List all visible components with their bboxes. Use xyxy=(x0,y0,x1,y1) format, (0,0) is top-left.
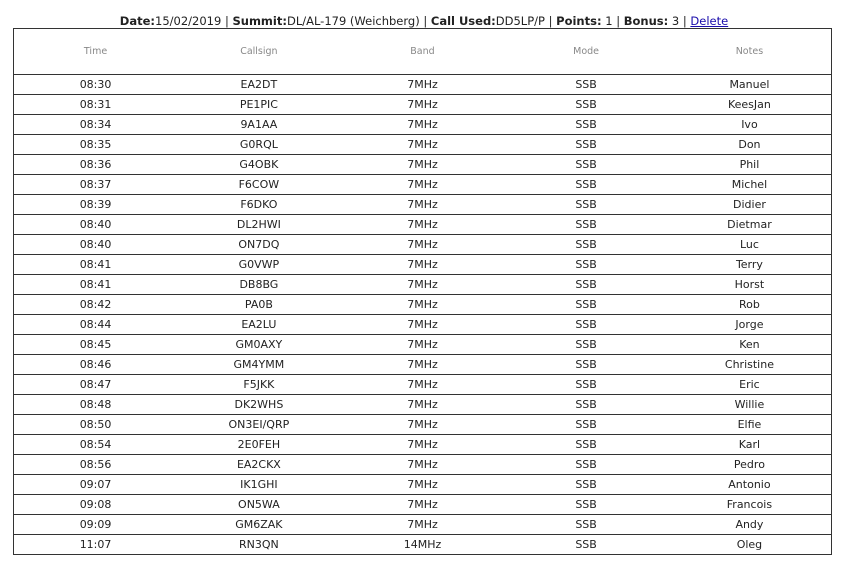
band-cell: 7MHz xyxy=(341,95,505,115)
band-cell: 7MHz xyxy=(341,355,505,375)
callsign-cell: G4OBK xyxy=(177,155,341,175)
mode-cell: SSB xyxy=(504,135,668,155)
callsign-cell: RN3QN xyxy=(177,535,341,555)
mode-cell: SSB xyxy=(504,255,668,275)
band-cell: 7MHz xyxy=(341,515,505,535)
mode-cell: SSB xyxy=(504,215,668,235)
separator: | xyxy=(682,14,687,28)
time-cell: 08:42 xyxy=(14,295,178,315)
callsign-cell: DK2WHS xyxy=(177,395,341,415)
table-row xyxy=(14,355,832,375)
time-cell: 08:41 xyxy=(14,255,178,275)
notes-cell: Pedro xyxy=(668,455,832,475)
table-row xyxy=(14,375,832,395)
table-row xyxy=(14,455,832,475)
callsign-cell: F5JKK xyxy=(177,375,341,395)
notes-cell: Andy xyxy=(668,515,832,535)
callsign-cell: ON3EI/QRP xyxy=(177,415,341,435)
callsign-cell: DL2HWI xyxy=(177,215,341,235)
time-cell: 08:44 xyxy=(14,315,178,335)
mode-cell: SSB xyxy=(504,475,668,495)
notes-cell: Francois xyxy=(668,495,832,515)
table-row xyxy=(14,275,832,295)
time-cell: 09:08 xyxy=(14,495,178,515)
bonus-label: Bonus: xyxy=(623,14,669,28)
band-cell: 7MHz xyxy=(341,335,505,355)
mode-cell: SSB xyxy=(504,155,668,175)
qso-log-table xyxy=(13,28,832,555)
mode-cell: SSB xyxy=(504,315,668,335)
band-cell: 7MHz xyxy=(341,115,505,135)
mode-cell: SSB xyxy=(504,275,668,295)
notes-cell: Rob xyxy=(668,295,832,315)
callsign-cell: F6COW xyxy=(177,175,341,195)
points-value: 1 xyxy=(605,14,613,28)
callsign-cell: EA2DT xyxy=(177,75,341,95)
notes-cell: Dietmar xyxy=(668,215,832,235)
notes-cell: Oleg xyxy=(668,535,832,555)
notes-cell: Christine xyxy=(668,355,832,375)
band-cell: 7MHz xyxy=(341,135,505,155)
table-row xyxy=(14,535,832,555)
separator: | xyxy=(423,14,428,28)
notes-cell: Ivo xyxy=(668,115,832,135)
band-cell: 7MHz xyxy=(341,235,505,255)
table-header xyxy=(14,29,832,75)
date-label: Date: xyxy=(119,14,155,28)
mode-cell: SSB xyxy=(504,195,668,215)
delete-link[interactable]: Delete xyxy=(690,14,729,28)
notes-cell: Horst xyxy=(668,275,832,295)
notes-cell: Jorge xyxy=(668,315,832,335)
table-row xyxy=(14,175,832,195)
notes-cell: KeesJan xyxy=(668,95,832,115)
callsign-cell: EA2CKX xyxy=(177,455,341,475)
table-row xyxy=(14,415,832,435)
notes-cell: Elfie xyxy=(668,415,832,435)
summit-value: DL/AL-179 (Weichberg) xyxy=(286,14,420,28)
band-cell: 7MHz xyxy=(341,255,505,275)
mode-cell: SSB xyxy=(504,175,668,195)
callsign-cell: GM0AXY xyxy=(177,335,341,355)
summit-label: Summit: xyxy=(232,14,287,28)
callsign-cell: PE1PIC xyxy=(177,95,341,115)
notes-cell: Ken xyxy=(668,335,832,355)
band-cell: 7MHz xyxy=(341,175,505,195)
mode-cell: SSB xyxy=(504,415,668,435)
separator: | xyxy=(224,14,229,28)
notes-cell: Terry xyxy=(668,255,832,275)
mode-cell: SSB xyxy=(504,235,668,255)
band-cell: 7MHz xyxy=(341,495,505,515)
table-row xyxy=(14,475,832,495)
time-cell: 09:07 xyxy=(14,475,178,495)
callsign-cell: DB8BG xyxy=(177,275,341,295)
table-row xyxy=(14,315,832,335)
call-used-label: Call Used: xyxy=(430,14,496,28)
table-row xyxy=(14,515,832,535)
notes-cell: Don xyxy=(668,135,832,155)
band-cell: 7MHz xyxy=(341,295,505,315)
separator: | xyxy=(616,14,621,28)
mode-cell: SSB xyxy=(504,295,668,315)
notes-cell: Luc xyxy=(668,235,832,255)
notes-cell: Didier xyxy=(668,195,832,215)
callsign-cell: G0VWP xyxy=(177,255,341,275)
band-cell: 7MHz xyxy=(341,475,505,495)
time-cell: 08:40 xyxy=(14,235,178,255)
mode-cell: SSB xyxy=(504,355,668,375)
time-cell: 11:07 xyxy=(14,535,178,555)
notes-cell: Michel xyxy=(668,175,832,195)
notes-cell: Eric xyxy=(668,375,832,395)
table-row xyxy=(14,195,832,215)
band-cell: 7MHz xyxy=(341,455,505,475)
callsign-cell: PA0B xyxy=(177,295,341,315)
time-cell: 08:40 xyxy=(14,215,178,235)
callsign-cell: EA2LU xyxy=(177,315,341,335)
time-cell: 08:36 xyxy=(14,155,178,175)
band-cell: 7MHz xyxy=(341,395,505,415)
callsign-cell: F6DKO xyxy=(177,195,341,215)
band-cell: 7MHz xyxy=(341,435,505,455)
callsign-cell: ON7DQ xyxy=(177,235,341,255)
notes-cell: Karl xyxy=(668,435,832,455)
bonus-value: 3 xyxy=(671,14,680,28)
time-cell: 08:47 xyxy=(14,375,178,395)
header-mode: Mode xyxy=(504,29,668,75)
callsign-cell: ON5WA xyxy=(177,495,341,515)
time-cell: 08:30 xyxy=(14,75,178,95)
header-row xyxy=(14,29,832,75)
mode-cell: SSB xyxy=(504,515,668,535)
table-row xyxy=(14,235,832,255)
separator: | xyxy=(548,14,553,28)
callsign-cell: G0RQL xyxy=(177,135,341,155)
mode-cell: SSB xyxy=(504,455,668,475)
points-label: Points: xyxy=(556,14,602,28)
band-cell: 7MHz xyxy=(341,75,505,95)
notes-cell: Phil xyxy=(668,155,832,175)
band-cell: 7MHz xyxy=(341,155,505,175)
time-cell: 08:39 xyxy=(14,195,178,215)
table-row xyxy=(14,215,832,235)
band-cell: 7MHz xyxy=(341,415,505,435)
callsign-cell: 2E0FEH xyxy=(177,435,341,455)
time-cell: 08:50 xyxy=(14,415,178,435)
band-cell: 7MHz xyxy=(341,195,505,215)
header-callsign: Callsign xyxy=(177,29,341,75)
header-band: Band xyxy=(341,29,505,75)
band-cell: 14MHz xyxy=(341,535,505,555)
notes-cell: Antonio xyxy=(668,475,832,495)
notes-cell: Manuel xyxy=(668,75,832,95)
band-cell: 7MHz xyxy=(341,375,505,395)
mode-cell: SSB xyxy=(504,75,668,95)
table-row xyxy=(14,295,832,315)
callsign-cell: 9A1AA xyxy=(177,115,341,135)
table-row xyxy=(14,135,832,155)
mode-cell: SSB xyxy=(504,395,668,415)
table-row xyxy=(14,495,832,515)
mode-cell: SSB xyxy=(504,95,668,115)
time-cell: 08:54 xyxy=(14,435,178,455)
table-row xyxy=(14,395,832,415)
table-body xyxy=(14,75,832,555)
time-cell: 08:46 xyxy=(14,355,178,375)
callsign-cell: GM6ZAK xyxy=(177,515,341,535)
band-cell: 7MHz xyxy=(341,275,505,295)
mode-cell: SSB xyxy=(504,495,668,515)
time-cell: 08:41 xyxy=(14,275,178,295)
table-row xyxy=(14,115,832,135)
date-value: 15/02/2019 xyxy=(155,14,222,28)
header-notes: Notes xyxy=(668,29,832,75)
table-row xyxy=(14,95,832,115)
band-cell: 7MHz xyxy=(341,215,505,235)
mode-cell: SSB xyxy=(504,375,668,395)
table-row xyxy=(14,255,832,275)
time-cell: 08:34 xyxy=(14,115,178,135)
call-used-value: DD5LP/P xyxy=(495,14,545,28)
callsign-cell: GM4YMM xyxy=(177,355,341,375)
mode-cell: SSB xyxy=(504,535,668,555)
time-cell: 08:48 xyxy=(14,395,178,415)
table-row xyxy=(14,155,832,175)
time-cell: 08:56 xyxy=(14,455,178,475)
time-cell: 08:35 xyxy=(14,135,178,155)
time-cell: 08:31 xyxy=(14,95,178,115)
table-row xyxy=(14,335,832,355)
mode-cell: SSB xyxy=(504,435,668,455)
band-cell: 7MHz xyxy=(341,315,505,335)
notes-cell: Willie xyxy=(668,395,832,415)
callsign-cell: IK1GHI xyxy=(177,475,341,495)
header-time: Time xyxy=(14,29,178,75)
activation-summary xyxy=(0,14,848,28)
mode-cell: SSB xyxy=(504,115,668,135)
table-row xyxy=(14,75,832,95)
table-row xyxy=(14,435,832,455)
time-cell: 08:45 xyxy=(14,335,178,355)
mode-cell: SSB xyxy=(504,335,668,355)
time-cell: 08:37 xyxy=(14,175,178,195)
time-cell: 09:09 xyxy=(14,515,178,535)
